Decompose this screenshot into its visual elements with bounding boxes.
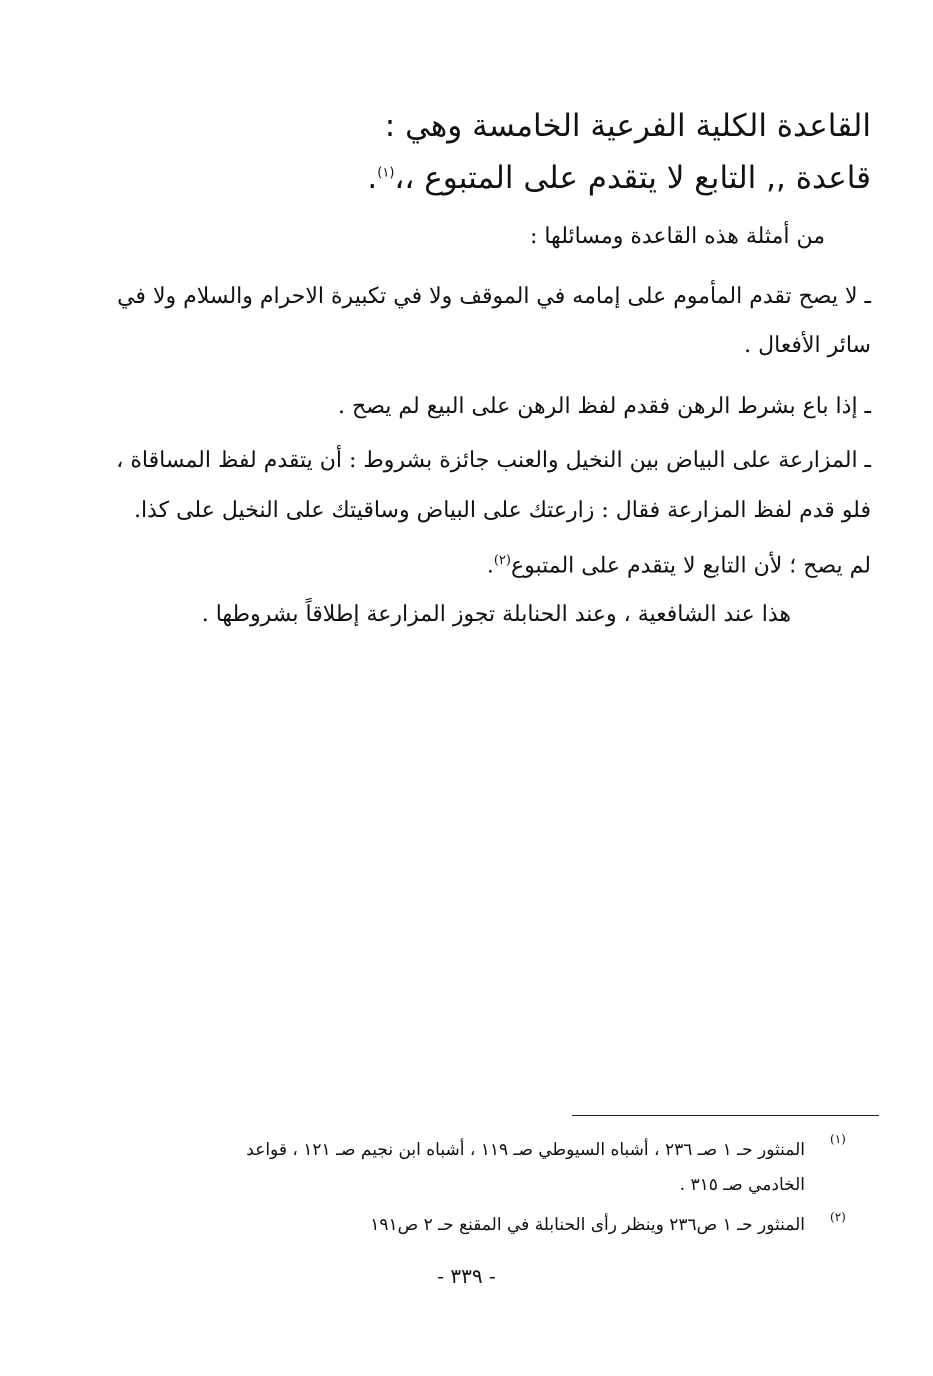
- example-3-line-2: فلو قدم لفظ المزارعة فقال : زارعتك على البياض وساقيتك على النخيل على كذا.: [133, 498, 871, 523]
- footnote-2-line-1: المنثور حـ ١ ص٢٣٦ وينظر رأى الحنابلة في المقنع حـ ٢ ص١٩١: [370, 1215, 805, 1235]
- rule-heading-end: .: [367, 160, 378, 196]
- example-1-line-2: سائر الأفعال .: [744, 333, 871, 358]
- example-1-line-1: ـ لا يصح تقدم المأموم على إمامه في الموقف ولا في تكبيرة الاحرام والسلام ولا في: [117, 284, 871, 309]
- rule-heading-line-2: [91, 160, 871, 196]
- closing-note: هذا عند الشافعية ، وعند الحنابلة تجوز المزارعة إطلاقاً بشروطها .: [201, 602, 791, 627]
- example-3-line-3-end: .: [486, 553, 494, 579]
- footnote-1-line-2: الخادمي صـ ٣١٥ .: [679, 1175, 805, 1195]
- footnote-1-number: (١): [830, 1132, 846, 1146]
- footnote-ref-1: (١): [377, 165, 395, 181]
- page-number: - ٣٣٩ -: [437, 1264, 496, 1288]
- footnote-separator: [572, 1115, 879, 1116]
- example-3-line-3-text: لم يصح ؛ لأن التابع لا يتقدم على المتبوع: [510, 553, 871, 579]
- example-3-line-1: ـ المزارعة على البياض بين النخيل والعنب جائزة بشروط : أن يتقدم لفظ المساقاة ،: [116, 448, 871, 473]
- footnote-1-line-1: المنثور حـ ١ صـ ٢٣٦ ، أشباه السيوطي صـ ١١٩ ، أشباه ابن نجيم صـ ١٢١ ، قواعد: [246, 1140, 805, 1160]
- footnote-ref-2: (٢): [493, 553, 511, 568]
- examples-intro: من أمثلة هذه القاعدة ومسائلها :: [529, 224, 825, 249]
- footnote-2-number: (٢): [830, 1210, 846, 1224]
- rule-heading-text: قاعدة ,, التابع لا يتقدم على المتبوع ،،: [394, 160, 871, 196]
- example-3-line-3: [51, 546, 871, 581]
- example-2-line-1: ـ إذا باع بشرط الرهن فقدم لفظ الرهن على البيع لم يصح .: [338, 394, 871, 419]
- rule-heading-line-1: القاعدة الكلية الفرعية الخامسة وهي :: [384, 108, 871, 144]
